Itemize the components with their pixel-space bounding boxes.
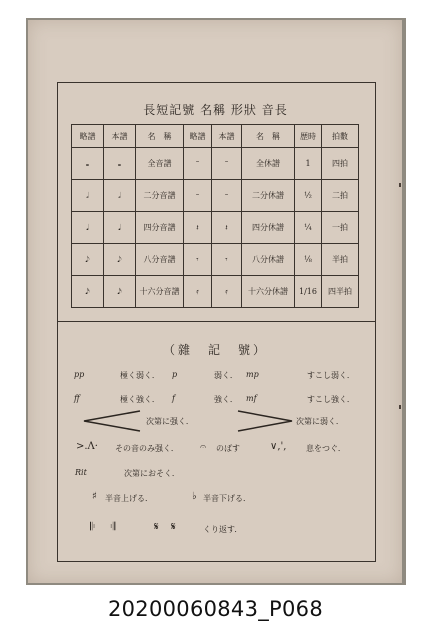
breath-desc: 息をつぐ． <box>306 444 346 453</box>
note-name: 八分音譜 <box>136 244 184 276</box>
dynamic-pp-desc: 極く弱く． <box>120 371 160 380</box>
note-staff-symbol: 𝅘𝅥𝅮 <box>104 244 136 276</box>
note-name: 四分音譜 <box>136 212 184 244</box>
dynamic-p-term: p <box>172 370 178 379</box>
binding-stitch <box>399 405 401 409</box>
rest-name: 二分休譜 <box>242 180 295 212</box>
rest-staff-symbol: 𝄻 <box>212 148 242 180</box>
rest-abbrev-symbol: 𝄾 <box>184 244 212 276</box>
note-abbrev-symbol: 𝅘𝅥𝅮 <box>72 244 104 276</box>
rest-abbrev-symbol: 𝄽 <box>184 212 212 244</box>
table-row <box>72 244 359 276</box>
accent-marks-icon: >.Λ· <box>76 441 98 452</box>
duration-value: ⅛ <box>295 244 322 276</box>
fermata-icon: 𝄐 <box>200 440 207 453</box>
dynamic-ff-term: ff <box>74 394 80 403</box>
segno-icon: 𝄋 <box>171 520 176 533</box>
dynamic-mp-desc: すこし弱く． <box>307 371 355 380</box>
rest-staff-symbol: 𝄽 <box>212 212 242 244</box>
rest-name: 八分休譜 <box>242 244 295 276</box>
binding-stitch <box>399 183 401 187</box>
table-row <box>72 276 359 308</box>
beat-count: 四半拍 <box>322 276 359 308</box>
dynamic-p-desc: 弱く． <box>214 371 238 380</box>
duration-value: ½ <box>295 180 322 212</box>
dynamic-mf-term: mf <box>246 394 257 403</box>
note-staff-symbol: 𝅗𝅥 <box>104 180 136 212</box>
crescendo-desc: 次第に强く． <box>146 417 194 426</box>
note-staff-symbol: 𝅝 <box>104 148 136 180</box>
rest-name: 十六分休譜 <box>242 276 295 308</box>
sharp-icon: ♯ <box>92 491 97 502</box>
beat-count: 四拍 <box>322 148 359 180</box>
decrescendo-hairpin-icon <box>236 409 294 433</box>
table-header-row <box>72 125 359 148</box>
ritardando-term: Rit <box>75 468 87 477</box>
rest-staff-symbol: 𝄼 <box>212 180 242 212</box>
dynamic-pp-term: pp <box>74 370 85 379</box>
header-cell: 本譜 <box>104 125 136 148</box>
repeat-barline-icon: 𝄇 <box>110 520 116 533</box>
header-cell: 略譜 <box>184 125 212 148</box>
rest-staff-symbol: 𝄿 <box>212 276 242 308</box>
duration-value: 1 <box>295 148 322 180</box>
header-cell: 拍數 <box>322 125 359 148</box>
rest-name: 四分休譜 <box>242 212 295 244</box>
ritardando-desc: 次第におそく． <box>124 469 180 478</box>
table-row <box>72 212 359 244</box>
beat-count: 一拍 <box>322 212 359 244</box>
duration-value: 1/16 <box>295 276 322 308</box>
note-staff-symbol: 𝅘𝅥𝅯 <box>104 276 136 308</box>
misc-signs-title: （雜 記 號） <box>162 343 268 357</box>
segno-icon: 𝄋 <box>154 520 159 533</box>
rest-abbrev-symbol: 𝄻 <box>184 148 212 180</box>
header-cell: 名 稱 <box>136 125 184 148</box>
duration-value: ¼ <box>295 212 322 244</box>
table-row <box>72 148 359 180</box>
flat-desc: 半音下げる． <box>203 494 251 503</box>
dynamic-f-desc: 強く． <box>214 395 238 404</box>
table-row <box>72 180 359 212</box>
accent-desc: その音のみ强く． <box>115 444 179 453</box>
flat-icon: ♭ <box>192 491 197 502</box>
sharp-desc: 半音上げる． <box>105 494 153 503</box>
decrescendo-desc: 次第に弱く． <box>296 417 344 426</box>
note-length-table <box>71 124 359 308</box>
header-cell: 略譜 <box>72 125 104 148</box>
repeat-desc: くり返す． <box>203 525 243 534</box>
note-name: 十六分音譜 <box>136 276 184 308</box>
page-title: 長短記號 名稱 形狀 音長 <box>143 103 288 117</box>
note-abbrev-symbol: 𝅘𝅥 <box>72 212 104 244</box>
header-cell: 歴時 <box>295 125 322 148</box>
note-staff-symbol: 𝅘𝅥 <box>104 212 136 244</box>
rest-abbrev-symbol: 𝄿 <box>184 276 212 308</box>
note-abbrev-symbol: 𝅝 <box>72 148 104 180</box>
dynamic-f-term: f <box>172 394 175 403</box>
rest-abbrev-symbol: 𝄼 <box>184 180 212 212</box>
breath-mark-icon: ∨,', <box>270 441 287 452</box>
note-abbrev-symbol: 𝅗𝅥 <box>72 180 104 212</box>
rest-name: 全休譜 <box>242 148 295 180</box>
beat-count: 半拍 <box>322 244 359 276</box>
header-cell: 名 稱 <box>242 125 295 148</box>
note-name: 全音譜 <box>136 148 184 180</box>
image-caption: 20200060843_P068 <box>107 597 323 621</box>
header-cell: 本譜 <box>212 125 242 148</box>
fermata-desc: のばす <box>216 444 240 453</box>
dynamic-ff-desc: 極く強く． <box>120 395 160 404</box>
dynamic-mp-term: mp <box>246 370 259 379</box>
note-name: 二分音譜 <box>136 180 184 212</box>
note-abbrev-symbol: 𝅘𝅥𝅯 <box>72 276 104 308</box>
repeat-barline-icon: 𝄆 <box>90 520 96 533</box>
rest-staff-symbol: 𝄾 <box>212 244 242 276</box>
section-divider <box>57 321 375 322</box>
beat-count: 二拍 <box>322 180 359 212</box>
crescendo-hairpin-icon <box>82 409 142 433</box>
dynamic-mf-desc: すこし強く． <box>307 395 355 404</box>
